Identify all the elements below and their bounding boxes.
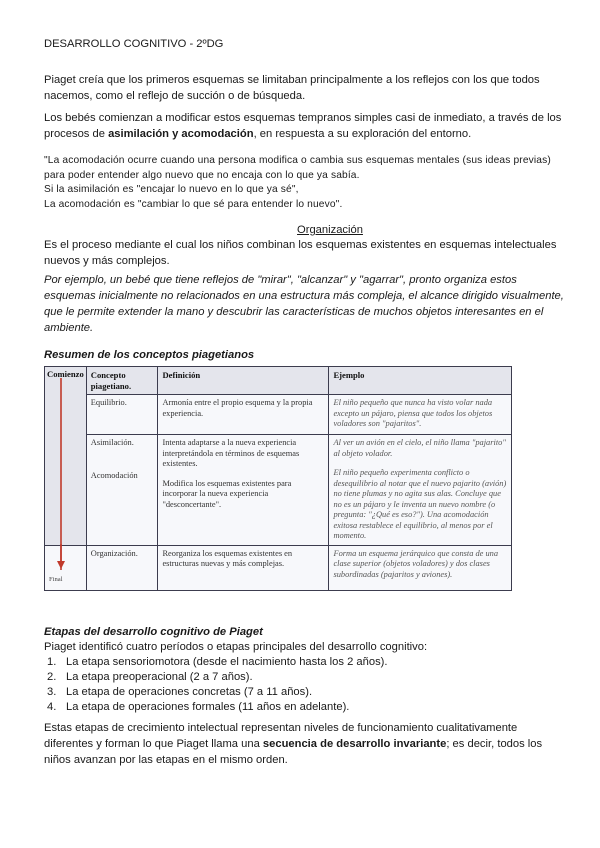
list-item: [44, 685, 564, 700]
stage-text: La etapa de operaciones concretas (7 a 11 años).: [66, 686, 313, 698]
table-header-row: [45, 367, 512, 395]
stage-number: 2.: [47, 671, 57, 683]
summary-heading: Resumen de los conceptos piagetianos: [44, 349, 255, 361]
table-row: [45, 395, 512, 435]
time-column-end: [45, 545, 87, 590]
row-definition: [158, 435, 329, 546]
stage-number: 4.: [47, 701, 57, 713]
header-example: Ejemplo: [329, 367, 512, 395]
header-definition: Definición: [158, 367, 329, 395]
modification-paragraph: [44, 110, 564, 142]
time-column-start: [45, 367, 87, 546]
row-definition: Armonía entre el propio esquema y la propia experiencia.: [158, 395, 329, 435]
row-concept: Equilibrio.: [86, 395, 158, 435]
document-title: DESARROLLO COGNITIVO - 2ºDG: [44, 38, 224, 50]
stages-heading: Etapas del desarrollo cognitivo de Piaget: [44, 626, 263, 638]
stages-list: [44, 655, 564, 715]
intro-paragraph: Piaget creía que los primeros esquemas se limitaban principalmente a los reflejos con los que todos nacemos, como el reflejo de succión o de búsqueda.: [44, 74, 540, 102]
quote-line: para poder entender algo nuevo que no encaja con lo que ya sabía.: [44, 169, 360, 181]
modification-text-part1: Los bebés comienzan a modificar estos esquemas tempranos simples casi de inmediato, a través de los procesos de: [44, 112, 562, 140]
table-row: [45, 545, 512, 590]
time-end-label: Final: [49, 576, 63, 583]
time-start-label: Comienzo: [47, 369, 84, 379]
accommodation-quote: [44, 154, 574, 212]
list-item: [44, 655, 564, 670]
stage-text: La etapa sensoriomotora (desde el nacimiento hasta los 2 años).: [66, 656, 388, 668]
closing-text-part1: Estas etapas de crecimiento intelectual representan niveles de funcionamiento cualitativamente diferentes y forman lo que Piaget llama una: [44, 722, 518, 750]
organization-heading: Organización: [297, 224, 363, 236]
row-concept: Organización.: [86, 545, 158, 590]
definition-assimilation: Intenta adaptarse a la nueva experiencia interpretándola en términos de esquemas existentes.: [162, 438, 300, 468]
example-accommodation: El niño pequeño experimenta conflicto o desequilibrio al notar que el nuevo pajarito (avión) no tiene plumas y no agita sus alas. Concluye que no es un pájaro y le inventa un nuevo nombre (o pregunta: "¿Qué es eso?"). Una acomodación exitosa restablece el equilibrio, al menos por el momento.: [333, 468, 507, 540]
organization-example: Por ejemplo, un bebé que tiene reflejos de "mirar", "alcanzar" y "agarrar", pronto organiza estos esquemas inicialmente no relacionados en una estructura más compleja, el alcance dirigido visualmente, que le permite extender la mano y descubrir las características de muchos objetos interesantes en el ambiente.: [44, 274, 564, 334]
concept-assimilation: Asimilación.: [90, 438, 134, 447]
list-item: [44, 700, 564, 715]
concepts-table: [44, 366, 512, 591]
closing-bold-term: secuencia de desarrollo invariante: [262, 738, 447, 750]
row-example: Forma un esquema jerárquico que consta de una clase superior (objetos voladores) y dos clases subordinadas (pajaritos y aviones).: [329, 545, 512, 590]
quote-line: "La acomodación ocurre cuando una persona modifica o cambia sus esquemas mentales (sus ideas previas): [44, 155, 551, 166]
stage-number: 3.: [47, 686, 57, 698]
modification-text-part2: , en respuesta a su exploración del entorno.: [253, 128, 472, 140]
row-example: El niño pequeño que nunca ha visto volar nada excepto un pájaro, piensa que todos los objetos voladores son "pajaritos".: [329, 395, 512, 435]
header-concept: Concepto piagetiano.: [86, 367, 158, 395]
row-concept: [86, 435, 158, 546]
stages-intro: Piaget identificó cuatro períodos o etapas principales del desarrollo cognitivo:: [44, 641, 428, 653]
list-item: [44, 670, 564, 685]
row-definition: Reorganiza los esquemas existentes en estructuras nuevas y más complejas.: [158, 545, 329, 590]
closing-text-part2: ; es decir, todos los niños avanzan por las etapas en el mismo orden.: [44, 738, 543, 766]
example-assimilation: Al ver un avión en el cielo, el niño llama "pajarito" al objeto volador.: [333, 438, 506, 458]
concept-accommodation: Acomodación: [90, 470, 138, 480]
stage-text: La etapa preoperacional (2 a 7 años).: [66, 671, 253, 683]
closing-paragraph: [44, 720, 564, 768]
timeline-arrowhead-icon: [56, 544, 66, 570]
table-row: [45, 435, 512, 546]
quote-line: Si la asimilación es "encajar lo nuevo en lo que ya sé",: [44, 184, 299, 195]
quote-line: La acomodación es "cambiar lo que sé para entender lo nuevo".: [44, 198, 343, 210]
definition-accommodation: Modifica los esquemas existentes para incorporar la nueva experiencia "desconcertante".: [162, 478, 292, 509]
stage-text: La etapa de operaciones formales (11 años en adelante).: [66, 701, 350, 713]
modification-bold-term: asimilación y acomodación: [108, 128, 254, 140]
row-example: [329, 435, 512, 546]
stage-number: 1.: [47, 656, 57, 668]
organization-definition: Es el proceso mediante el cual los niños combinan los esquemas existentes en esquemas intelectuales nuevos y más complejos.: [44, 239, 557, 267]
